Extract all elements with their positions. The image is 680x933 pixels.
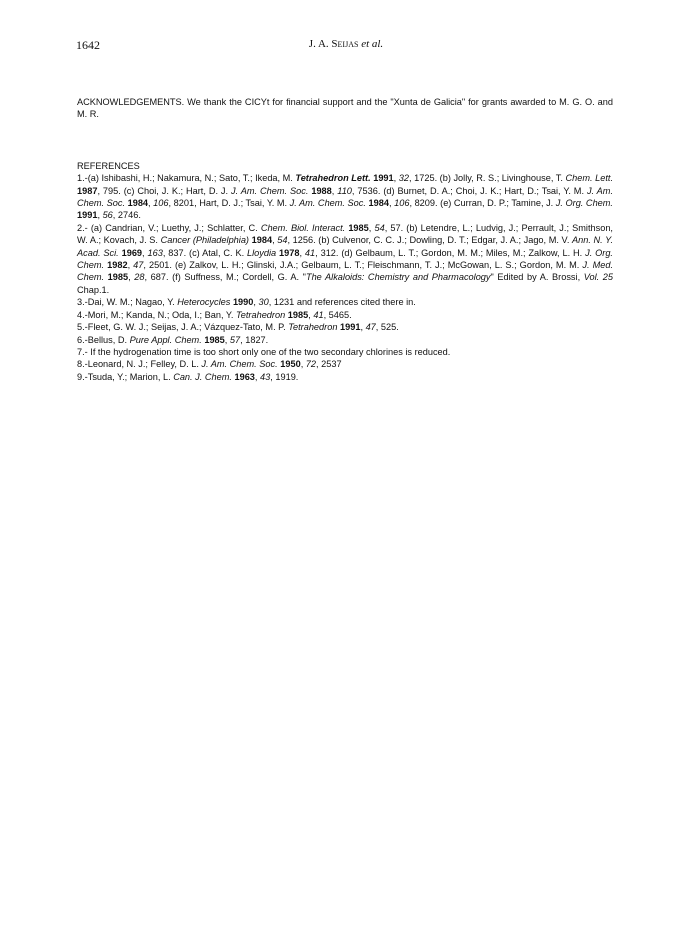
reference-segment: Chem. Lett. [565, 173, 613, 184]
reference-segment: " Edited by A. Brossi, [490, 272, 584, 283]
reference-segment: , 1725. (b) Jolly, R. S.; Livinghouse, T. [409, 173, 566, 184]
reference-segment: , 5465. [323, 309, 352, 320]
reference-segment: 1987 [77, 185, 98, 196]
reference-segment: Vol. 25 [583, 272, 613, 283]
reference-segment: 57 [229, 334, 241, 345]
reference-segment: 41 [304, 247, 316, 258]
reference-segment: 72 [305, 359, 317, 370]
reference-segment: J. Med. Chem. [77, 260, 614, 283]
reference-segment: 1984 [368, 198, 389, 209]
reference-segment: , 795. (c) Choi, J. K.; Hart, D. J. [97, 185, 232, 196]
reference-segment: , [388, 198, 395, 209]
reference-segment: 1.-(a) Ishibashi, H.; Nakamura, N.; Sato, T.; Ikeda, M. [77, 173, 296, 184]
reference-segment: 30 [258, 297, 269, 308]
reference-segment: 1985 [348, 222, 369, 233]
reference-segment: , [142, 247, 148, 258]
reference-segment: , [148, 198, 154, 209]
reference-segment: Tetrahedron [288, 322, 338, 333]
reference-segment: 1988 [311, 185, 332, 196]
reference-segment: 106 [153, 198, 169, 209]
reference-item [77, 309, 613, 321]
reference-segment: 8.-Leonard, N. J.; Felley, D. L. [77, 359, 202, 370]
reference-segment: 56 [102, 210, 113, 221]
reference-segment: , 837. (c) Atal, C. K. [162, 247, 248, 258]
reference-segment: 43 [260, 371, 271, 382]
reference-item [77, 222, 613, 296]
reference-segment: J. Am. Chem. Soc. [231, 185, 309, 196]
reference-segment: 4.-Mori, M.; Kanda, N.; Oda, I.; Ban, Y. [77, 309, 236, 320]
reference-segment: , 7536. (d) Burnet, D. A.; Choi, J. K.; Hart, D.; Tsai, Y. M. [351, 185, 587, 196]
reference-segment: 41 [313, 309, 324, 320]
reference-segment: 106 [394, 198, 410, 209]
reference-segment: , [360, 322, 366, 333]
reference-segment: J. Am. Chem. Soc. [201, 359, 278, 370]
reference-segment: 7.- If the hydrogenation time is too short only one of the two secondary chlorines is reduced. [77, 346, 451, 357]
reference-segment: 1991 [340, 322, 361, 333]
reference-segment: , [254, 371, 261, 382]
reference-segment: , [272, 235, 278, 246]
page-body [77, 96, 613, 383]
reference-segment: Tetrahedron [235, 309, 286, 320]
reference-segment: The Alkaloids: Chemistry and Pharmacology [305, 272, 491, 283]
reference-segment: Cancer (Philadelphia) [160, 235, 249, 246]
reference-segment: , [127, 260, 134, 271]
reference-segment: , 1827. [240, 334, 269, 345]
reference-segment: J. Org. Chem. [555, 198, 613, 209]
reference-segment: 2.- (a) Candrian, V.; Luethy, J.; Schlatter, C. [77, 222, 261, 233]
reference-segment: , [308, 309, 314, 320]
reference-segment: 1984 [127, 198, 149, 209]
reference-segment: 1991 [77, 210, 98, 221]
reference-segment: , 2537 [316, 359, 342, 370]
reference-segment: , 525. [375, 322, 399, 333]
reference-segment: , [393, 173, 399, 184]
reference-segment: , [128, 272, 135, 283]
reference-item [77, 296, 613, 308]
reference-segment: 1991 [373, 173, 394, 184]
reference-segment: , [224, 334, 230, 345]
reference-item [77, 371, 613, 383]
reference-segment: , 312. (d) Gelbaum, L. T.; Gordon, M. M.; Miles, M.; Zalkow, L. H. [315, 247, 586, 258]
running-head [76, 38, 616, 50]
reference-segment: , [300, 359, 306, 370]
running-head-etal: et al. [358, 38, 384, 50]
reference-segment: 9.-Tsuda, Y.; Marion, L. [77, 371, 174, 382]
reference-segment: , [253, 297, 259, 308]
reference-item [77, 334, 613, 346]
reference-segment: Tetrahedron Lett. [295, 173, 371, 184]
reference-segment: 32 [398, 173, 410, 184]
reference-segment: Heterocycles [177, 297, 231, 308]
reference-segment: , 8209. (e) Curran, D. P.; Tamine, J. [409, 198, 556, 209]
reference-segment: , 1231 and references cited there in. [268, 297, 416, 308]
reference-segment: 47 [133, 260, 144, 271]
reference-segment: 1985 [204, 334, 225, 345]
reference-segment: 1984 [251, 235, 273, 246]
acknowledgements-label: ACKNOWLEDGEMENTS. [77, 97, 185, 107]
reference-segment: , 2746. [112, 210, 141, 221]
references-list [77, 172, 613, 383]
reference-segment: Chap.1. [77, 284, 110, 295]
reference-segment: , [299, 247, 305, 258]
reference-segment: 1982 [107, 260, 128, 271]
reference-segment: , 1256. (b) Culvenor, C. C. J.; Dowling, D. T.; Edgar, J. A.; Jago, M. V. [287, 235, 572, 246]
reference-segment: Pure Appl. Chem. [129, 334, 202, 345]
reference-segment: Can. J. Chem. [173, 371, 232, 382]
reference-segment: 1985 [107, 272, 129, 283]
reference-segment: , [97, 210, 103, 221]
reference-item [77, 346, 613, 358]
reference-segment: 47 [365, 322, 376, 333]
reference-segment: , [331, 185, 338, 196]
reference-segment: Lloydia [247, 247, 277, 258]
running-head-prefix: J. A. [308, 38, 332, 50]
reference-segment: 1978 [279, 247, 300, 258]
page-number: 1642 [76, 38, 100, 52]
reference-segment: 1963 [234, 371, 255, 382]
reference-item [77, 358, 613, 370]
reference-segment: J. Am. Chem. Soc. [289, 198, 366, 209]
reference-item [77, 172, 613, 222]
reference-item [77, 321, 613, 333]
page-header [76, 38, 616, 54]
reference-segment: 163 [147, 247, 163, 258]
running-head-author: Seijas [331, 38, 359, 50]
reference-segment: J. Am. Chem. Soc. [77, 185, 614, 209]
reference-segment: Ann. N. Y. Acad. Sci. [77, 235, 613, 258]
reference-segment: , 1919. [270, 371, 299, 382]
reference-segment: J. Org. Chem. [77, 247, 613, 271]
reference-segment: 110 [337, 185, 352, 196]
reference-segment: 28 [134, 272, 145, 283]
reference-segment: 5.-Fleet, G. W. J.; Seijas, J. A.; Vázquez-Tato, M. P. [77, 322, 289, 333]
reference-segment: Chem. Biol. Interact. [260, 222, 346, 233]
reference-segment: 1950 [280, 359, 301, 370]
reference-segment: , 687. (f) Suffness, M.; Cordell, G. A. " [144, 272, 306, 283]
reference-segment: 3.-Dai, W. M.; Nagao, Y. [77, 297, 178, 308]
reference-segment: 54 [277, 235, 288, 246]
reference-segment: 1985 [287, 309, 309, 320]
reference-segment: 1969 [121, 247, 143, 258]
reference-segment: 6.-Bellus, D. [77, 334, 130, 345]
reference-segment: 1990 [232, 297, 254, 308]
acknowledgements-paragraph [77, 96, 613, 121]
reference-segment: , 8201, Hart, D. J.; Tsai, Y. M. [168, 198, 290, 209]
reference-segment: , 2501. (e) Zalkov, L. H.; Glinski, J.A.; Gelbaum, L. T.; Fleischmann, T. J.; McGowan, L. S.; Gordon, M. M. [143, 260, 583, 271]
acknowledgements-text: We thank the CICYt for financial support and the "Xunta de Galicia" for grants awarded to M. G. O. and M. R. [77, 97, 613, 120]
reference-segment: , [368, 222, 375, 233]
reference-segment: , 57. (b) Letendre, L.; Ludvig, J.; Perrault, J.; Smithson, W. A.; Kovach, J. S. [77, 222, 613, 246]
references-heading: REFERENCES [77, 160, 140, 171]
reference-segment: 54 [374, 222, 385, 233]
